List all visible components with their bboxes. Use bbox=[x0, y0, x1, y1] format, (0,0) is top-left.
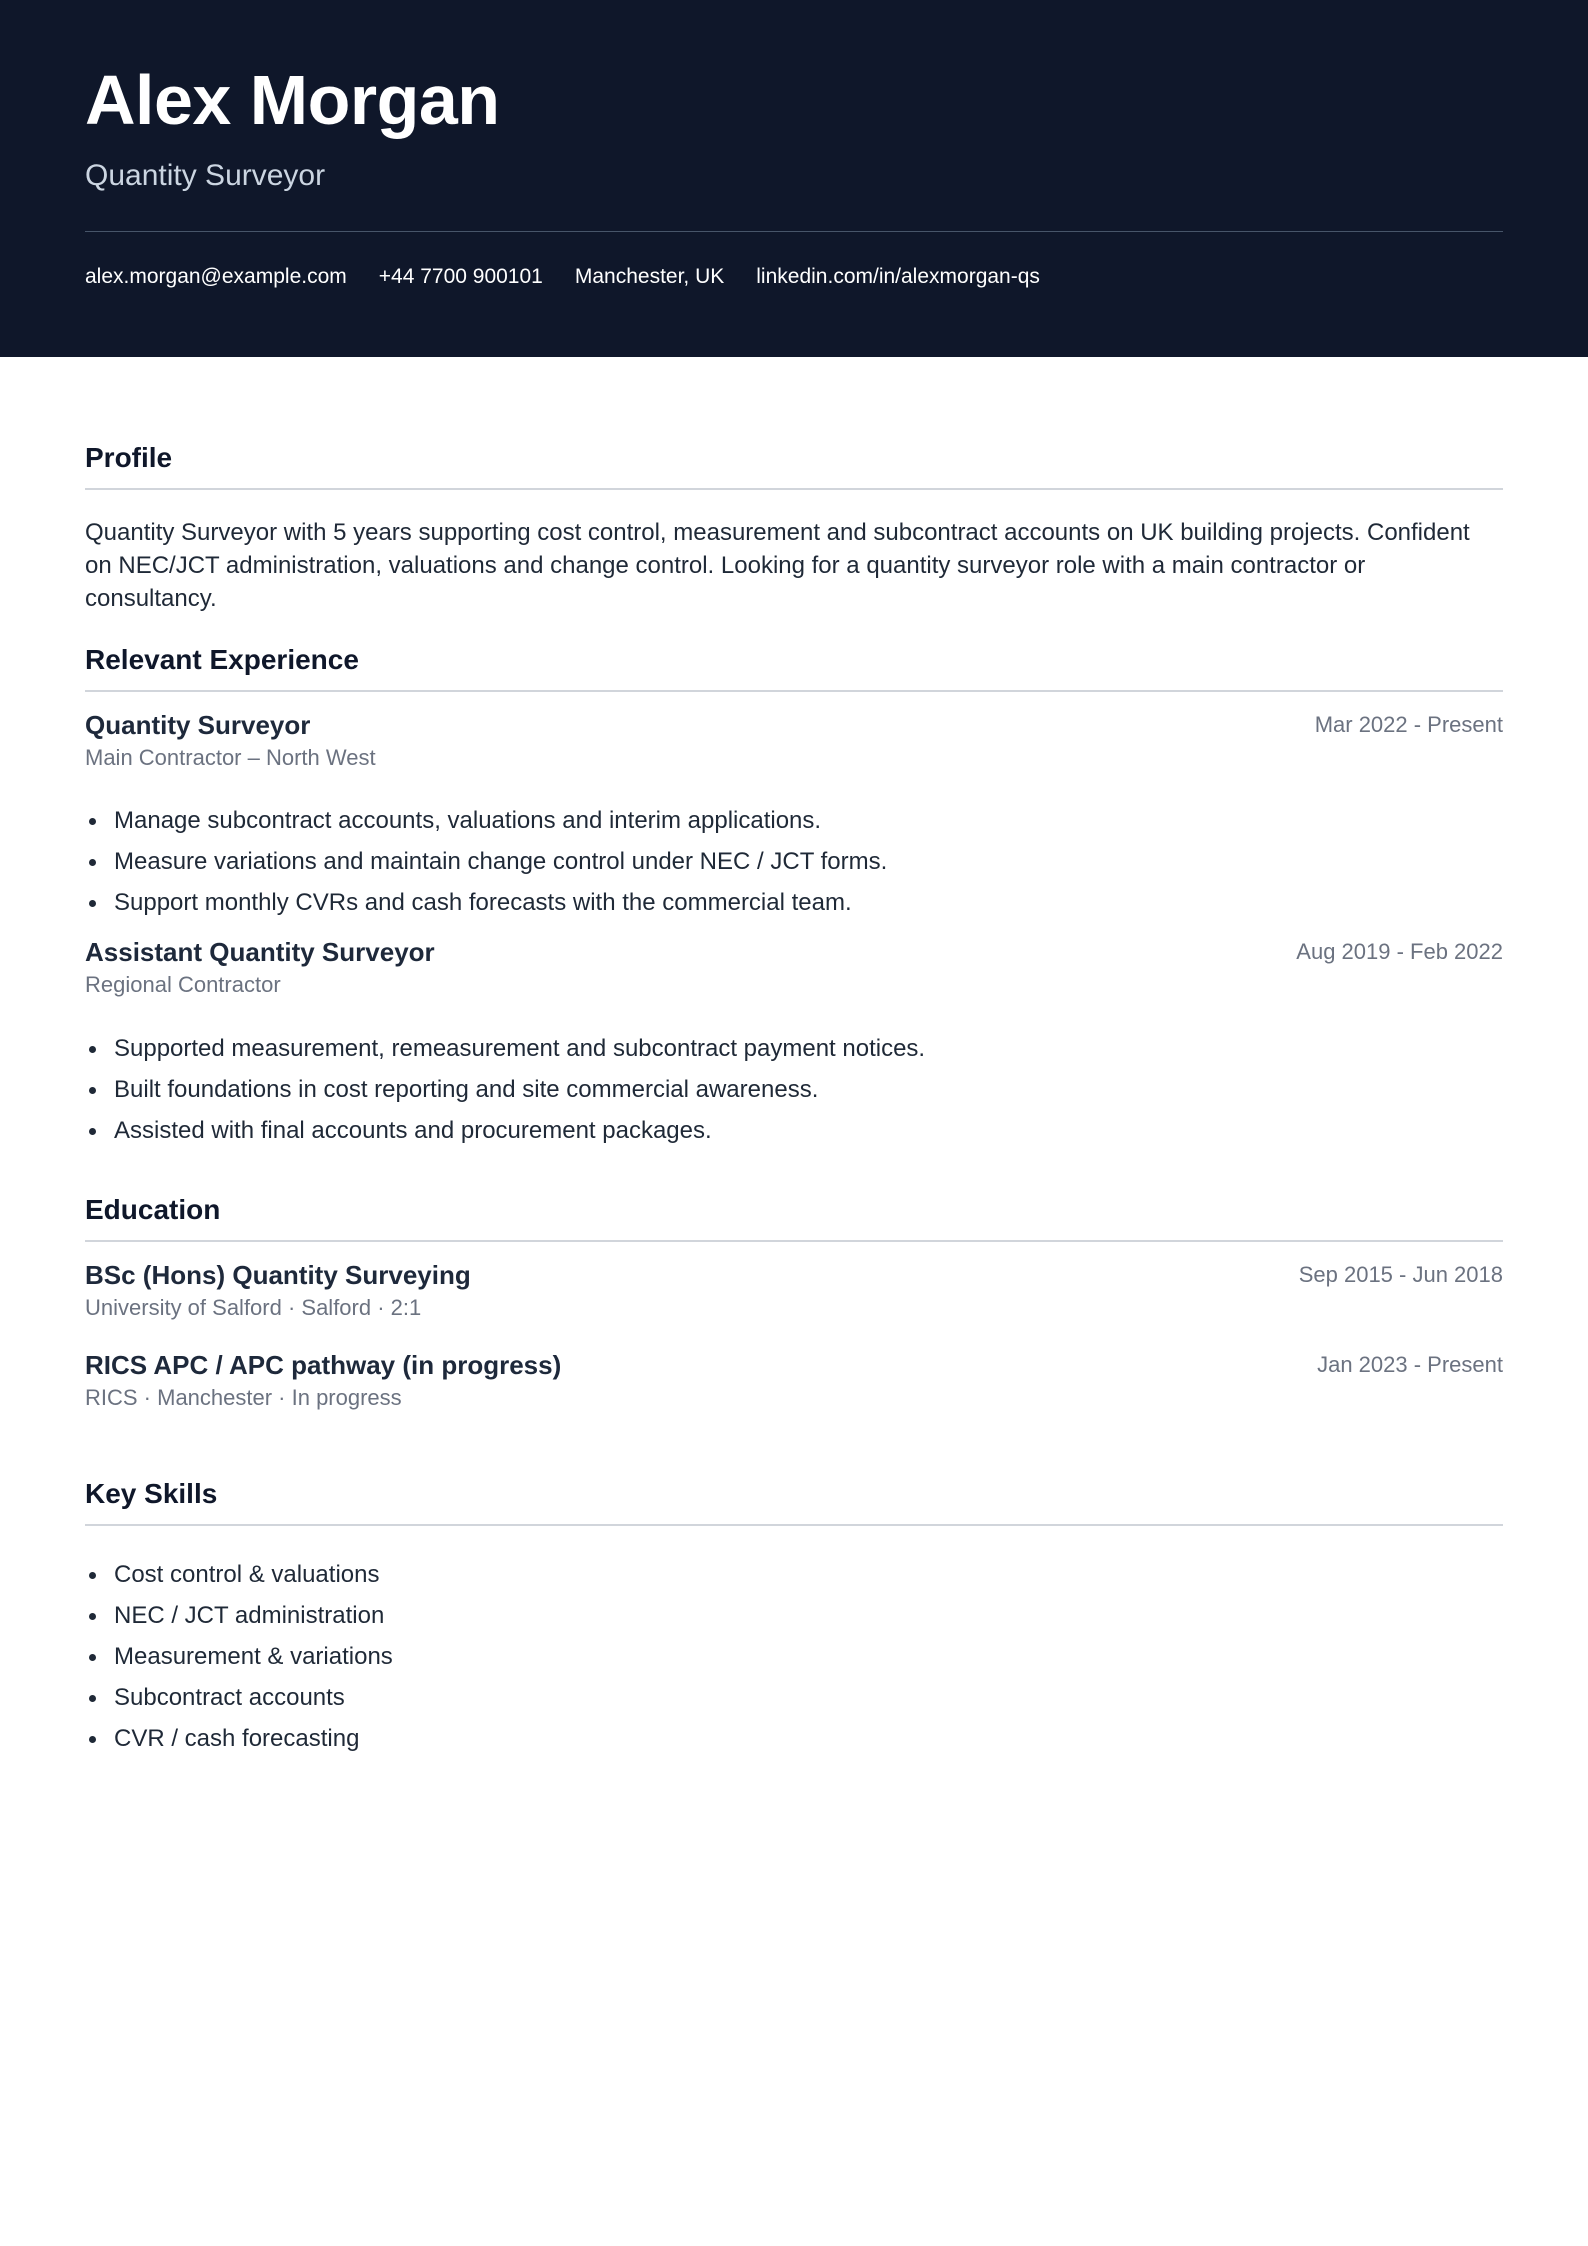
role-dates: Mar 2022 - Present bbox=[1314, 711, 1503, 737]
section-divider bbox=[85, 488, 1503, 490]
skill-item: Measurement & variations bbox=[85, 1636, 1503, 1677]
skills-heading: Key Skills bbox=[85, 1478, 218, 1509]
candidate-name: Alex Morgan bbox=[85, 61, 500, 139]
education-title: RICS APC / APC pathway (in progress) bbox=[85, 1350, 562, 1381]
role-organization: Regional Contractor bbox=[85, 972, 281, 998]
skill-item: Subcontract accounts bbox=[85, 1677, 1503, 1718]
section-divider bbox=[85, 1524, 1503, 1526]
resume-header bbox=[0, 0, 1588, 357]
experience-section bbox=[85, 643, 1503, 1151]
bullet-item: Supported measurement, remeasurement and subcontract payment notices. bbox=[85, 1028, 1503, 1069]
role-bullets bbox=[85, 800, 1503, 923]
header-divider bbox=[85, 231, 1503, 232]
skill-item: NEC / JCT administration bbox=[85, 1595, 1503, 1636]
role-entry bbox=[85, 710, 1503, 924]
profile-section bbox=[85, 441, 1503, 615]
role-entry bbox=[85, 937, 1503, 1151]
experience-heading: Relevant Experience bbox=[85, 644, 359, 675]
section-divider bbox=[85, 690, 1503, 692]
bullet-item: Support monthly CVRs and cash forecasts with the commercial team. bbox=[85, 882, 1503, 923]
bullet-item: Built foundations in cost reporting and site commercial awareness. bbox=[85, 1069, 1503, 1110]
contact-email[interactable]: alex.morgan@example.com bbox=[85, 265, 347, 288]
section-divider bbox=[85, 1240, 1503, 1242]
education-detail: RICS · Manchester · In progress bbox=[85, 1385, 402, 1411]
contact-row bbox=[85, 264, 1040, 289]
education-dates: Sep 2015 - Jun 2018 bbox=[1298, 1261, 1503, 1287]
profile-summary: Quantity Surveyor with 5 years supporting cost control, measurement and subcontract accounts on UK building projects. Confident on NEC/JCT administration, valuations and change control. Looking for a quantity surveyor role with a main contractor or consultancy. bbox=[85, 518, 1470, 612]
skills-section bbox=[85, 1477, 1503, 1759]
role-dates: Aug 2019 - Feb 2022 bbox=[1296, 939, 1503, 965]
role-title: Assistant Quantity Surveyor bbox=[85, 937, 435, 968]
education-detail: University of Salford · Salford · 2:1 bbox=[85, 1294, 422, 1320]
contact-location: Manchester, UK bbox=[574, 265, 725, 288]
bullet-item: Manage subcontract accounts, valuations and interim applications. bbox=[85, 800, 1503, 841]
candidate-title: Quantity Surveyor bbox=[85, 159, 326, 192]
education-heading: Education bbox=[85, 1194, 221, 1225]
education-entry bbox=[85, 1260, 1503, 1322]
contact-phone[interactable]: +44 7700 900101 bbox=[378, 265, 543, 288]
skill-item: Cost control & valuations bbox=[85, 1554, 1503, 1595]
education-section bbox=[85, 1193, 1503, 1412]
skill-item: CVR / cash forecasting bbox=[85, 1718, 1503, 1759]
bullet-item: Measure variations and maintain change control under NEC / JCT forms. bbox=[85, 841, 1503, 882]
education-title: BSc (Hons) Quantity Surveying bbox=[85, 1259, 471, 1290]
role-bullets bbox=[85, 1028, 1503, 1151]
profile-heading: Profile bbox=[85, 442, 173, 473]
contact-linkedin[interactable]: linkedin.com/in/alexmorgan-qs bbox=[756, 265, 1040, 288]
education-entry bbox=[85, 1350, 1503, 1412]
role-organization: Main Contractor – North West bbox=[85, 744, 376, 770]
bullet-item: Assisted with final accounts and procurement packages. bbox=[85, 1110, 1503, 1151]
skills-list bbox=[85, 1554, 1503, 1759]
role-title: Quantity Surveyor bbox=[85, 709, 311, 740]
education-dates: Jan 2023 - Present bbox=[1317, 1352, 1503, 1378]
